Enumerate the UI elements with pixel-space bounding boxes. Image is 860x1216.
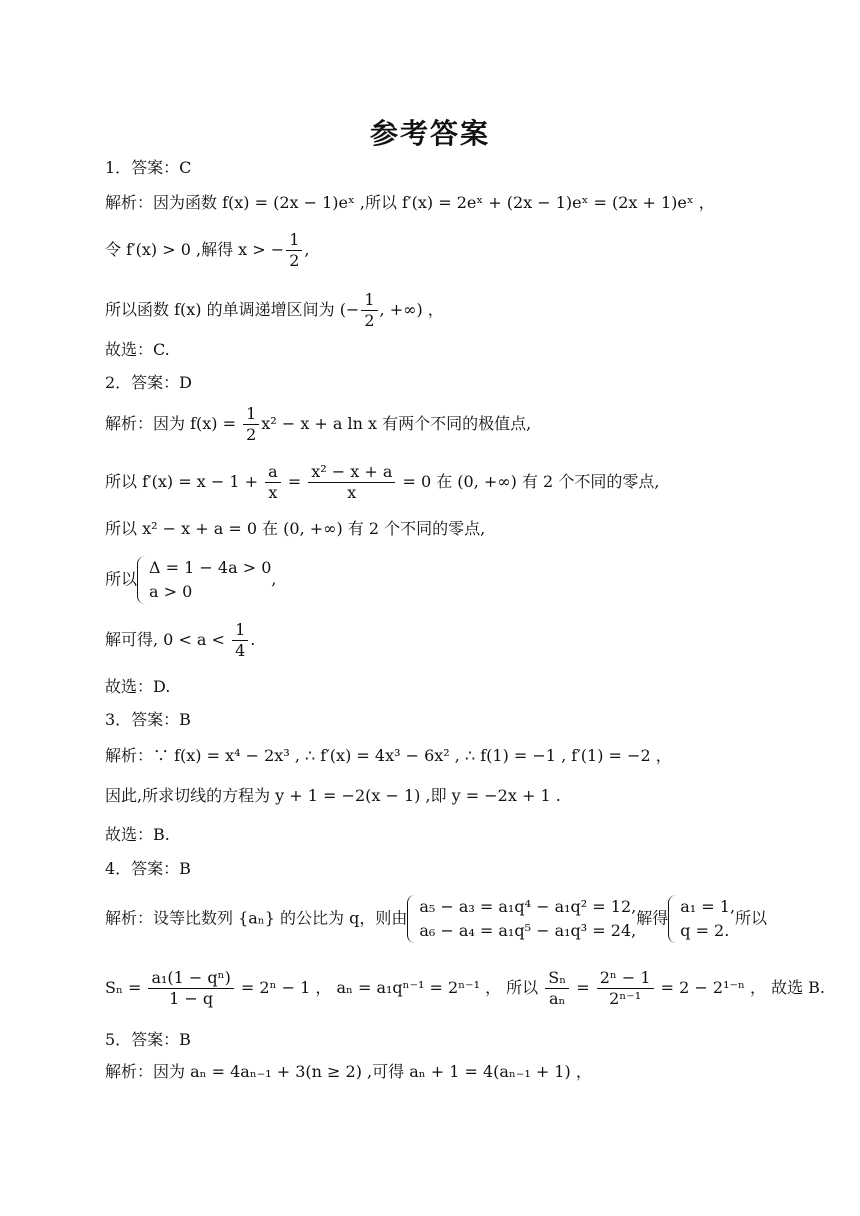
- fraction-denominator: x: [268, 483, 278, 502]
- fraction-denominator: 1 − q: [169, 989, 214, 1008]
- fraction: [232, 620, 248, 661]
- system-row-1: a₅ − a₃ = a₁q⁴ − a₁q² = 12,: [419, 897, 637, 916]
- q4-line-2: [105, 968, 825, 1009]
- q1-line-1-text: 解析：因为函数 f(x) = (2x − 1)eˣ ,所以 f′(x) = 2eˣ + (2x − 1)eˣ = (2x + 1)eˣ ，: [105, 193, 715, 212]
- fraction-numerator: a₁(1 − qⁿ): [148, 968, 233, 989]
- q2-line-4-pre: 所以: [105, 569, 138, 589]
- fraction-denominator: x: [347, 483, 357, 502]
- q1-line-2-pre: 令 f′(x) > 0 ,解得 x > −: [105, 240, 285, 259]
- q5-answer-text: 5．答案：B: [105, 1030, 191, 1049]
- fraction: [308, 462, 395, 503]
- fraction-denominator: 2: [246, 425, 257, 444]
- q2-line-2-post: = 0 在 (0, +∞) 有 2 个不同的零点,: [397, 472, 660, 491]
- q1-line-2-post: ,: [304, 240, 310, 259]
- q1-line-3-post: , +∞) ，: [379, 300, 444, 319]
- q2-line-3: [105, 519, 485, 539]
- system-row-2: a > 0: [149, 582, 193, 601]
- q2-choice: [105, 677, 170, 697]
- q2-line-2-pre: 所以 f′(x) = x − 1 +: [105, 472, 264, 491]
- q4-line-1: [105, 895, 767, 943]
- q5-line-1: [105, 1062, 592, 1082]
- fraction-denominator: 2ⁿ⁻¹: [609, 989, 642, 1008]
- q1-line-3-pre: 所以函数 f(x) 的单调递增区间为 (−: [105, 300, 360, 319]
- fraction-numerator: a: [265, 462, 281, 483]
- q3-line-1: [105, 746, 672, 766]
- q4-line-1-mid: 解得: [636, 908, 669, 928]
- q2-line-5-pre: 解可得, 0 < a <: [105, 630, 231, 649]
- fraction-denominator: aₙ: [548, 989, 566, 1008]
- q4-answer-text: 4．答案：B: [105, 859, 191, 878]
- left-brace: [407, 895, 418, 943]
- q2-line-5: [105, 620, 255, 661]
- fraction-numerator: x² − x + a: [308, 462, 395, 483]
- fraction: [243, 404, 259, 445]
- q3-line-2-text: 因此,所求切线的方程为 y + 1 = −2(x − 1) ,即 y = −2x + 1 .: [105, 786, 561, 805]
- fraction-numerator: 1: [361, 290, 377, 311]
- q2-line-4: [105, 556, 276, 604]
- q4-line-2-mid: = 2ⁿ − 1 ， aₙ = a₁qⁿ⁻¹ = 2ⁿ⁻¹ ， 所以: [235, 978, 544, 997]
- q2-line-5-post: .: [250, 630, 256, 649]
- q1-line-1: [105, 193, 715, 213]
- q4-answer: [105, 859, 191, 879]
- equation-system: [407, 895, 636, 943]
- fraction-numerator: 2ⁿ − 1: [597, 968, 654, 989]
- q2-answer-text: 2．答案：D: [105, 373, 193, 392]
- left-brace: [137, 556, 148, 604]
- solution-row-1: a₁ = 1,: [680, 897, 736, 916]
- q3-choice-text: 故选：B.: [105, 825, 170, 844]
- solution-row-2: q = 2.: [680, 921, 730, 940]
- fraction-numerator: 1: [286, 230, 302, 251]
- fraction-denominator: 2: [289, 251, 300, 270]
- fraction: [148, 968, 233, 1009]
- fraction: [265, 462, 281, 503]
- solution-system: [668, 895, 735, 943]
- q2-line-1-post: x² − x + a ln x 有两个不同的极值点,: [261, 414, 532, 433]
- q4-line-1-pre: 解析：设等比数列 {aₙ} 的公比为 q，则由: [105, 908, 408, 928]
- q1-choice-text: 故选：C.: [105, 340, 170, 359]
- equals-sign: =: [282, 472, 307, 491]
- fraction: [286, 230, 302, 271]
- q1-answer: [105, 158, 191, 178]
- q4-line-2-post: = 2 − 2¹⁻ⁿ ， 故选 B.: [655, 978, 825, 997]
- fraction: [361, 290, 377, 331]
- equals-sign: =: [571, 978, 595, 997]
- q1-line-2: [105, 230, 309, 271]
- q2-line-1: [105, 404, 531, 445]
- q3-answer-text: 3．答案：B: [105, 710, 191, 729]
- q1-line-3: [105, 290, 444, 331]
- q4-line-1-post: 所以: [735, 908, 768, 928]
- fraction-numerator: 1: [243, 404, 259, 425]
- q5-line-1-text: 解析：因为 aₙ = 4aₙ₋₁ + 3(n ≥ 2) ,可得 aₙ + 1 = 4(aₙ₋₁ + 1) ，: [105, 1062, 592, 1081]
- q3-line-1-text: 解析：∵ f(x) = x⁴ − 2x³ , ∴ f′(x) = 4x³ − 6x² , ∴ f(1) = −1 , f′(1) = −2 ，: [105, 746, 672, 765]
- q2-line-1-pre: 解析：因为 f(x) =: [105, 414, 242, 433]
- q3-choice: [105, 825, 170, 845]
- q3-line-2: [105, 786, 561, 806]
- q4-line-2-pre: Sₙ =: [105, 978, 147, 997]
- system-row-2: a₆ − a₄ = a₁q⁵ − a₁q³ = 24,: [419, 921, 637, 940]
- q1-answer-text: 1．答案：C: [105, 158, 192, 177]
- system-row-1: Δ = 1 − 4a > 0: [149, 558, 272, 577]
- q2-line-4-post: ,: [271, 569, 277, 589]
- fraction-denominator: 2: [364, 311, 375, 330]
- q3-answer: [105, 710, 191, 730]
- fraction: [597, 968, 654, 1009]
- fraction-numerator: Sₙ: [545, 968, 569, 989]
- q2-answer: [105, 373, 192, 393]
- page-title: 参考答案: [369, 117, 490, 150]
- q2-choice-text: 故选：D.: [105, 677, 171, 696]
- equation-system: [137, 556, 271, 604]
- q1-choice: [105, 340, 170, 360]
- left-brace: [668, 895, 679, 943]
- fraction-numerator: 1: [232, 620, 248, 641]
- q5-answer: [105, 1030, 191, 1050]
- fraction: [545, 968, 569, 1009]
- q2-line-3-text: 所以 x² − x + a = 0 在 (0, +∞) 有 2 个不同的零点,: [105, 519, 486, 538]
- q2-line-2: [105, 462, 659, 503]
- fraction-denominator: 4: [235, 641, 246, 660]
